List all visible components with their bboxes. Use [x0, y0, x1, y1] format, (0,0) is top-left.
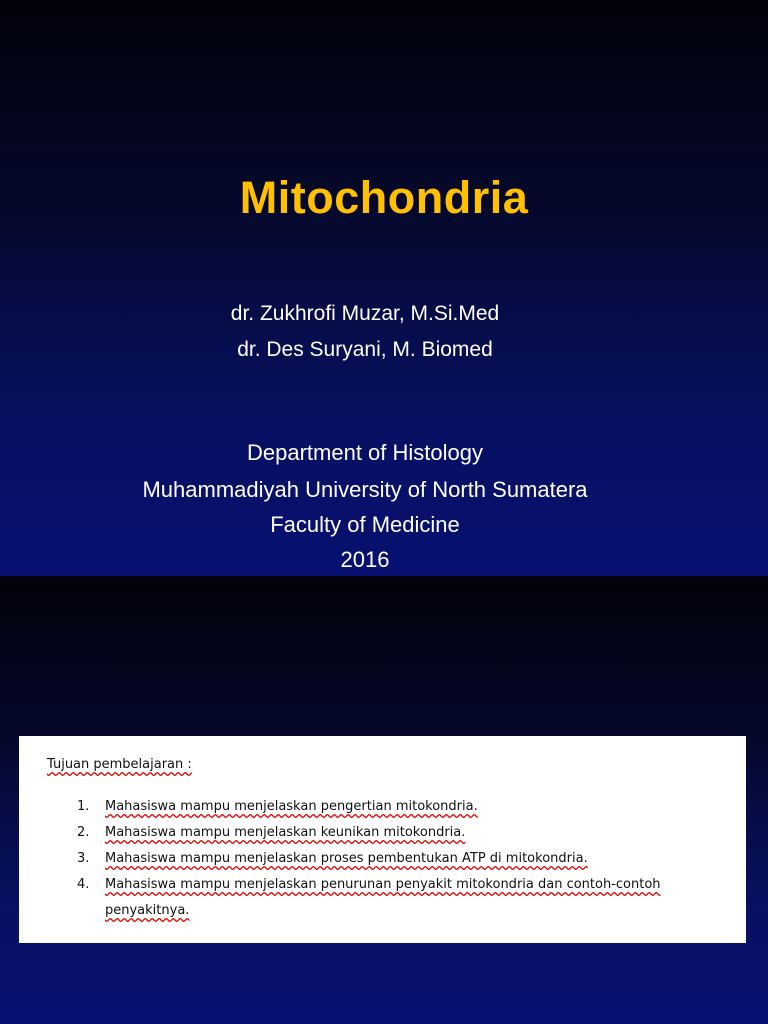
list-item [47, 872, 727, 924]
list-item-text: Mahasiswa mampu menjelaskan keunikan mitokondria. [105, 825, 466, 840]
list-item-text: Mahasiswa mampu menjelaskan pengertian mitokondria. [105, 799, 478, 814]
list-item [47, 846, 727, 872]
list-item [47, 820, 727, 846]
list-item-text: Mahasiswa mampu menjelaskan proses pembentukan ATP di mitokondria. [105, 851, 588, 866]
list-item-text: Mahasiswa mampu menjelaskan penurunan penyakit mitokondria dan contoh-contoh penyakitnya. [105, 877, 661, 918]
author-2: dr. Des Suryani, M. Biomed [237, 338, 493, 361]
faculty: Faculty of Medicine [270, 512, 460, 537]
department: Department of Histology [247, 440, 483, 465]
objectives-heading: Tujuan pembelajaran : [47, 757, 192, 772]
list-item [47, 794, 727, 820]
year: 2016 [340, 547, 390, 572]
slide-title: Mitochondria [239, 172, 529, 223]
objectives-box [19, 736, 746, 943]
university: Muhammadiyah University of North Sumatera [142, 477, 588, 502]
list-item-number: 1. [77, 799, 90, 814]
list-item-number: 3. [77, 851, 90, 866]
objectives-slide [0, 576, 768, 1024]
list-item-number: 4. [77, 877, 90, 892]
list-item-number: 2. [77, 825, 90, 840]
objectives-list [47, 794, 727, 924]
author-1: dr. Zukhrofi Muzar, M.Si.Med [230, 302, 500, 325]
